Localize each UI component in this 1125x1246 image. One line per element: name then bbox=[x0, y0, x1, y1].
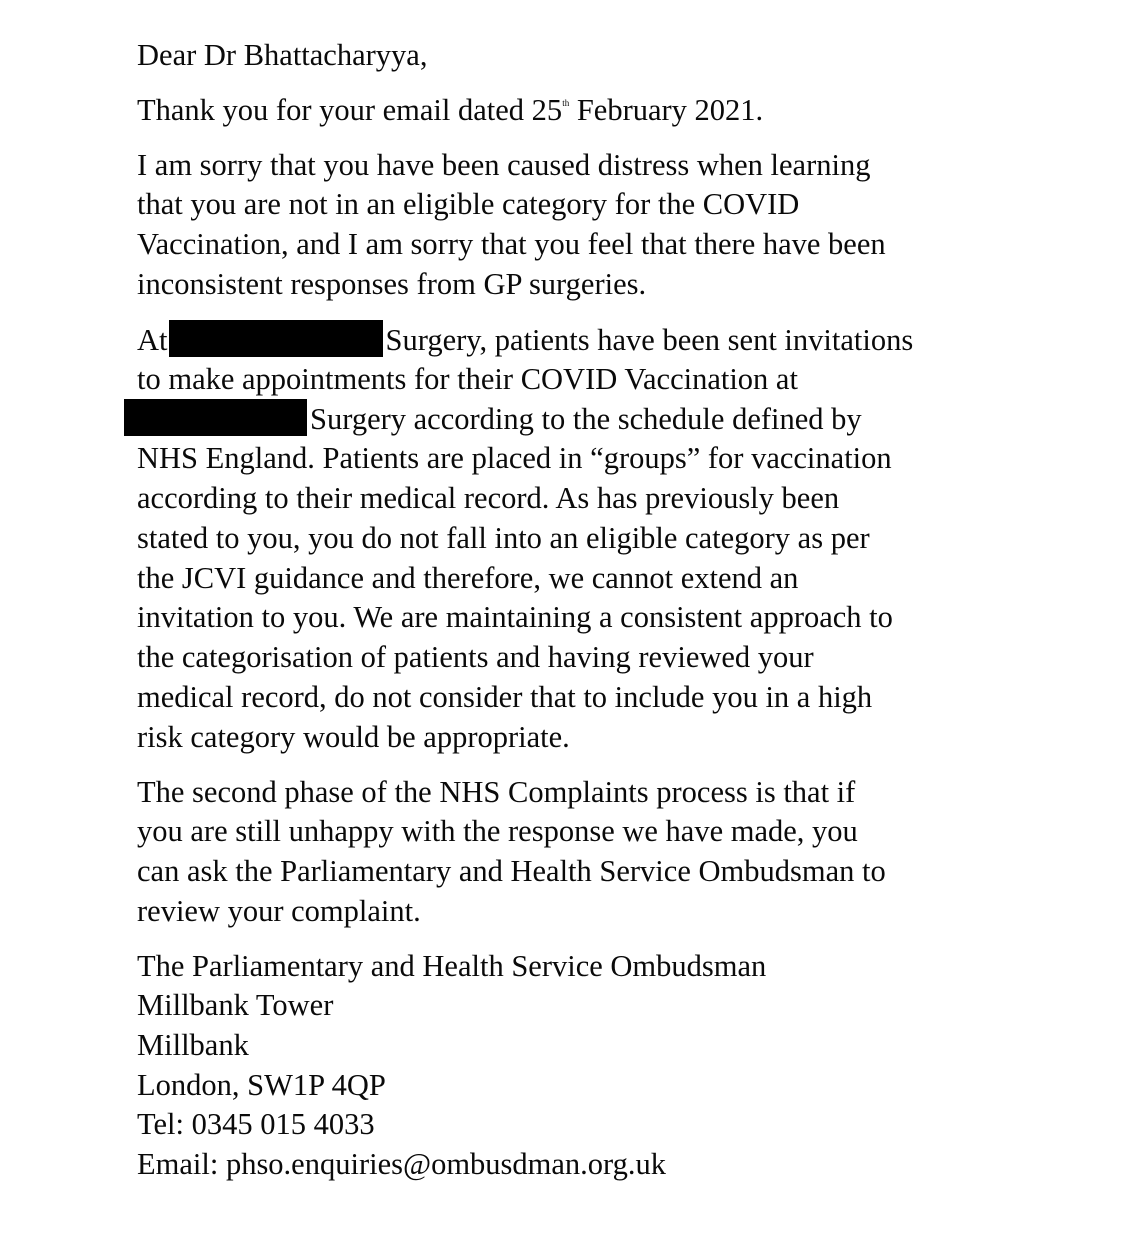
address-building: Millbank Tower bbox=[137, 988, 334, 1023]
redaction-bar bbox=[124, 399, 307, 436]
text-line: the JCVI guidance and therefore, we cannot extend an bbox=[137, 560, 799, 595]
complaints-paragraph bbox=[137, 773, 1017, 932]
text-line: medical record, do not consider that to include you in a high bbox=[137, 679, 873, 714]
ordinal-suffix: th bbox=[562, 97, 570, 108]
text-line: according to their medical record. As has previously been bbox=[137, 480, 840, 515]
text-line: can ask the Parliamentary and Health Service Ombudsman to bbox=[137, 854, 886, 889]
text-line: inconsistent responses from GP surgeries. bbox=[137, 266, 647, 301]
text-line: you are still unhappy with the response we have made, you bbox=[137, 814, 858, 849]
text-line: the categorisation of patients and having reviewed your bbox=[137, 640, 814, 675]
address-city-postcode: London, SW1P 4QP bbox=[137, 1067, 386, 1102]
text-line: NHS England. Patients are placed in “groups” for vaccination bbox=[137, 441, 892, 476]
text-line: that you are not in an eligible category for the COVID bbox=[137, 187, 800, 222]
thanks-date: February 2021. bbox=[569, 92, 764, 127]
text-line: invitation to you. We are maintaining a consistent approach to bbox=[137, 600, 893, 635]
redaction-bar bbox=[169, 320, 383, 357]
salutation bbox=[137, 36, 1017, 76]
text-line: to make appointments for their COVID Vaccination at bbox=[137, 361, 798, 396]
text-line: stated to you, you do not fall into an eligible category as per bbox=[137, 520, 870, 555]
salutation-text: Dear Dr Bhattacharyya, bbox=[137, 38, 428, 72]
text-at: At bbox=[137, 322, 168, 357]
apology-paragraph bbox=[137, 146, 1017, 305]
text-line: review your complaint. bbox=[137, 893, 421, 928]
letter-body bbox=[137, 36, 1017, 1199]
text-line: I am sorry that you have been caused distress when learning bbox=[137, 147, 871, 182]
text-line: risk category would be appropriate. bbox=[137, 719, 570, 754]
address-telephone: Tel: 0345 015 4033 bbox=[137, 1107, 375, 1142]
surgery-paragraph bbox=[137, 320, 1017, 758]
address-org: The Parliamentary and Health Service Ombudsman bbox=[137, 948, 767, 983]
text-line: Vaccination, and I am sorry that you feel that there have been bbox=[137, 227, 886, 262]
ombudsman-address-block bbox=[137, 947, 1017, 1185]
text-line: Surgery according to the schedule defined by bbox=[310, 402, 862, 437]
text-line: The second phase of the NHS Complaints process is that if bbox=[137, 774, 856, 809]
thanks-paragraph bbox=[137, 91, 1017, 131]
text-line: Surgery, patients have been sent invitations bbox=[385, 322, 914, 357]
address-street: Millbank bbox=[137, 1027, 249, 1062]
address-email: Email: phso.enquiries@ombusdman.org.uk bbox=[137, 1146, 667, 1181]
thanks-text: Thank you for your email dated 25 bbox=[137, 92, 563, 127]
